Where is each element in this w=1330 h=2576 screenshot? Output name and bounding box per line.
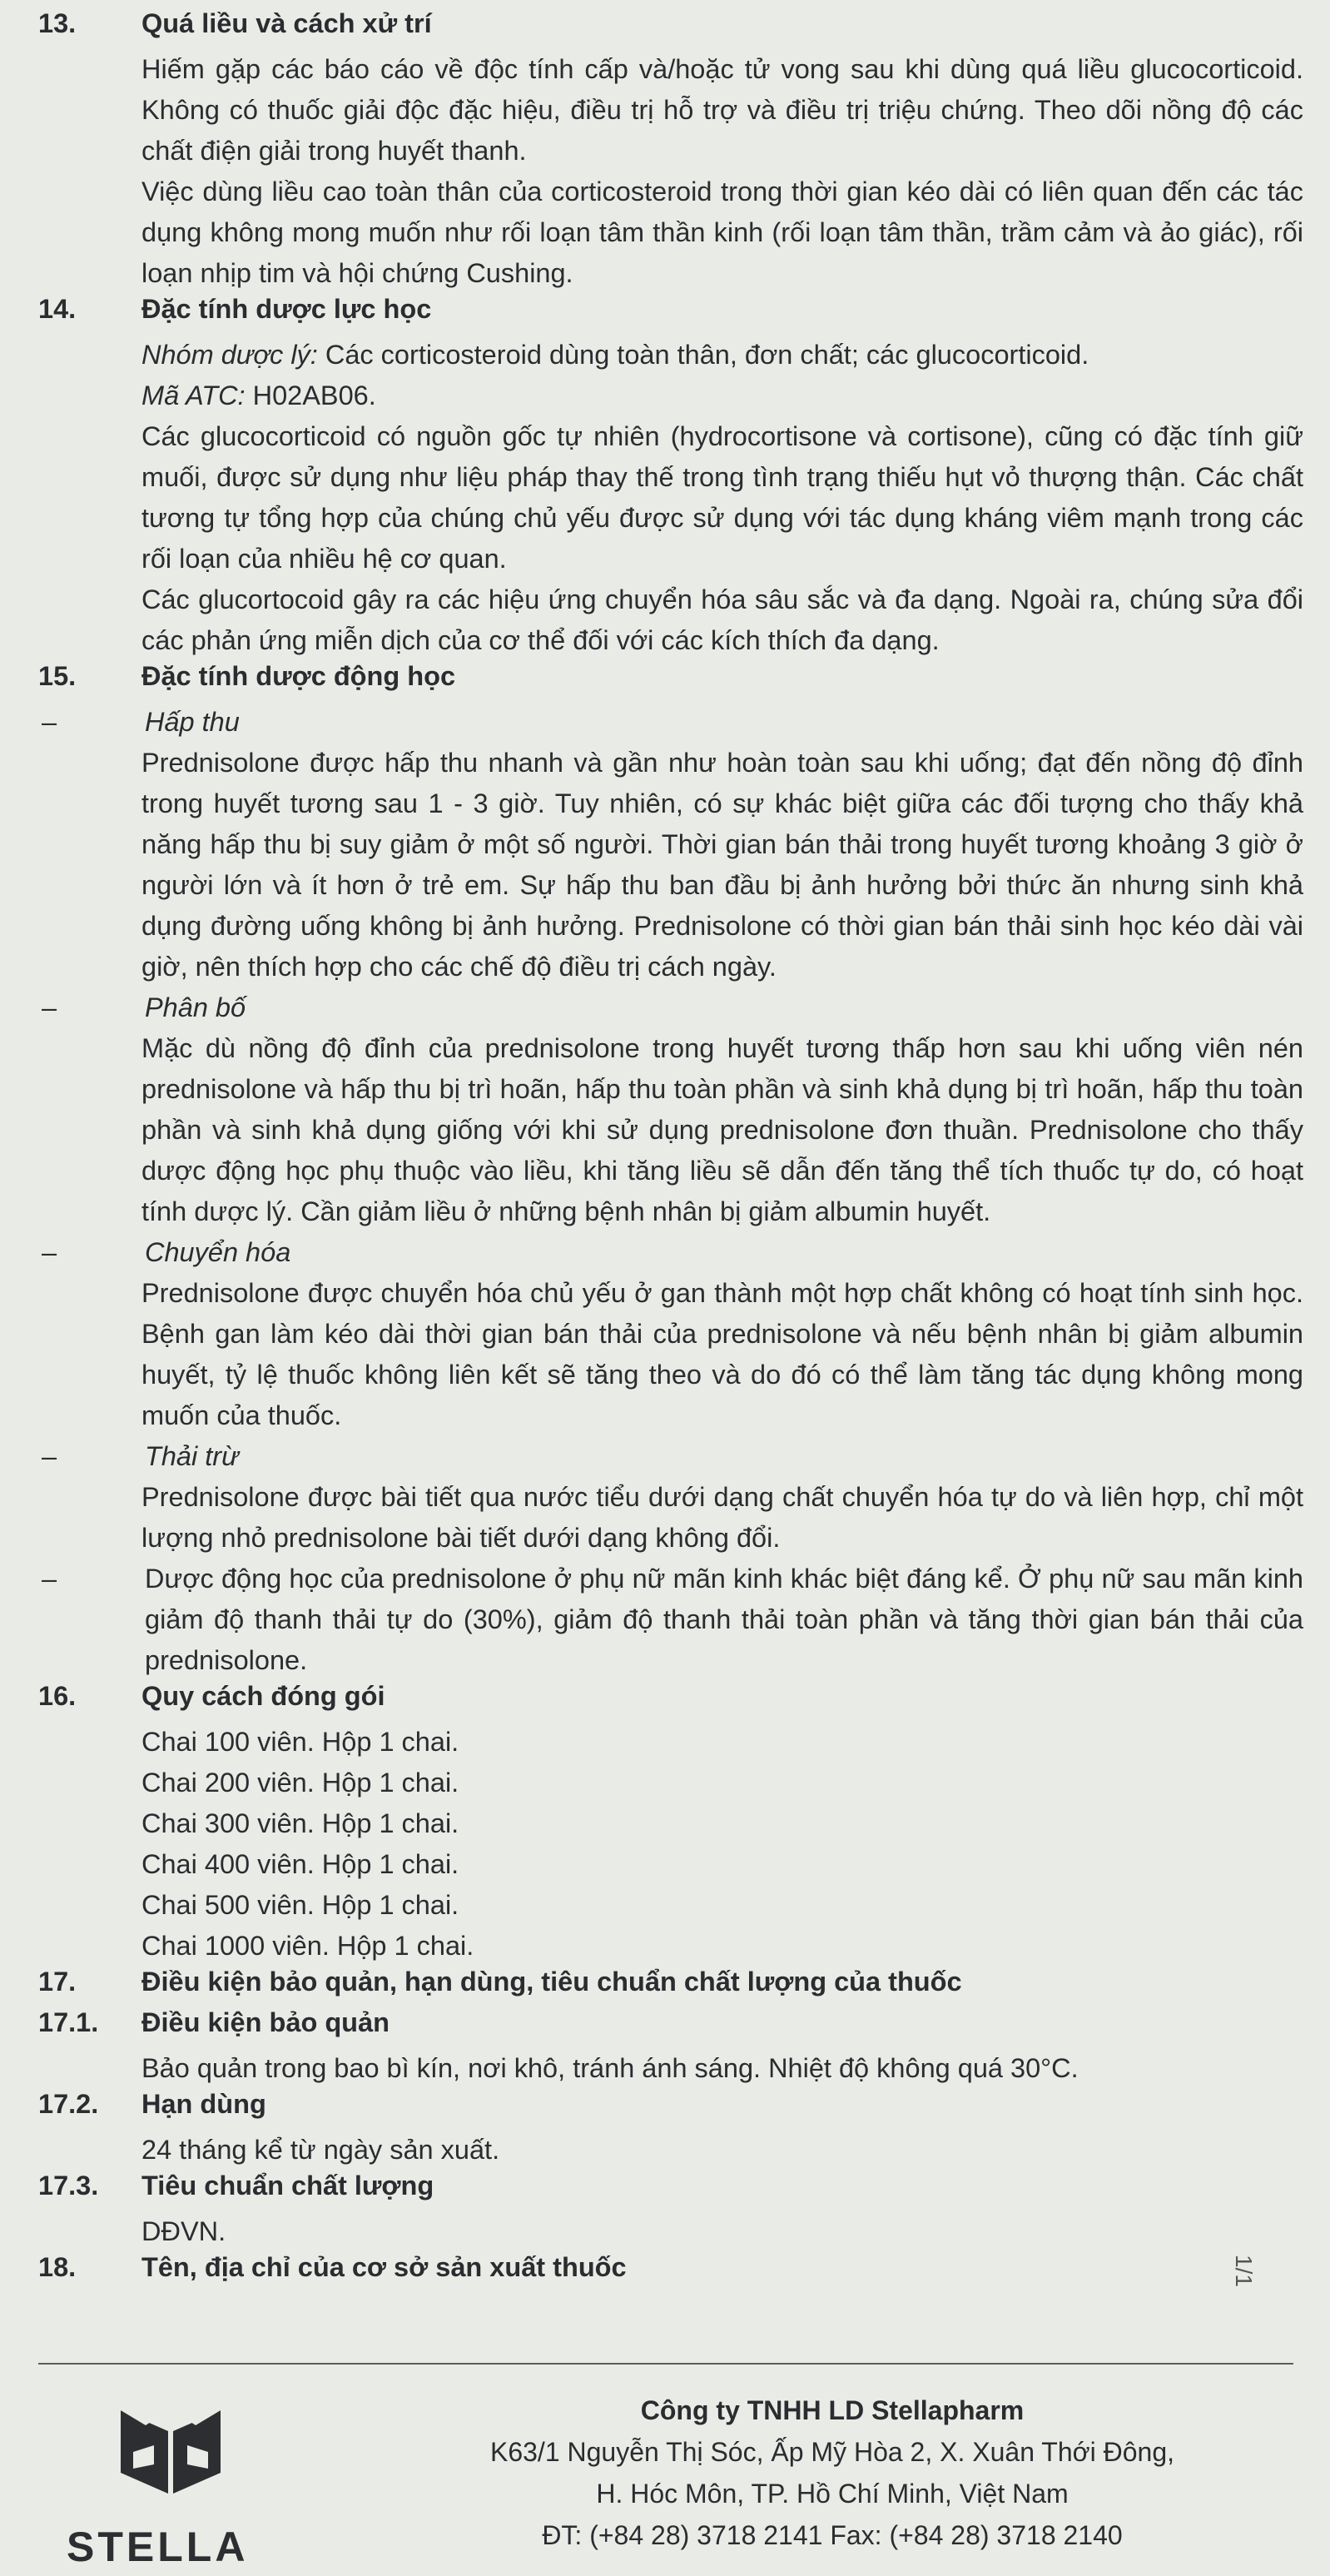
leaflet-content <box>38 8 1303 2293</box>
list-item: Chai 500 viên. Hộp 1 chai. <box>141 1890 459 1920</box>
subsection-title: Thải trừ <box>145 1441 239 1471</box>
section-title: Quy cách đóng gói <box>141 1681 385 1711</box>
section-number: 17.3. <box>38 2171 99 2201</box>
distribution-text: Mặc dù nồng độ đỉnh của prednisolone trong huyết tương thấp hơn sau khi uống viên nén prednisolone và hấp thu bị trì hoãn, hấp thu toàn phần và sinh khả dụng bị trì hoãn, hấp thu toàn phần và sinh khả dụng giống với khi sử dụng prednisolone đơn thuần. Prednisolone cho thấy dược động học phụ thuộc vào liều, khi tăng liều sẽ dẫn đến tăng thể tích thuốc tự do, có hoạt tính dược lý. Cần giảm liều ở những bệnh nhân bị giảm albumin huyết. <box>141 1033 1303 1226</box>
company-phone-fax: ĐT: (+84 28) 3718 2141 Fax: (+84 28) 3718 2140 <box>542 2520 1123 2550</box>
subsection-postmenopausal <box>38 1559 1303 1681</box>
absorption-text: Prednisolone được hấp thu nhanh và gần như hoàn toàn sau khi uống; đạt đến nồng độ đỉnh trong huyết tương sau 1 - 3 giờ. Tuy nhiên, có sự khác biệt giữa các đối tượng cho thấy khả năng hấp thu bị suy giảm ở một số người. Thời gian bán thải trong huyết tương khoảng 3 giờ ở người lớn và ít hơn ở trẻ em. Sự hấp thu ban đầu bị ảnh hưởng bởi thức ăn nhưng sinh khả dụng đường uống không bị ảnh hưởng. Prednisolone có thời gian bán thải sinh học kéo dài vài giờ, nên thích hợp cho các chế độ điều trị cách ngày. <box>141 748 1303 982</box>
subsection-absorption <box>38 702 1303 743</box>
section-title: Điều kiện bảo quản, hạn dùng, tiêu chuẩn chất lượng của thuốc <box>141 1967 962 1997</box>
section-title: Hạn dùng <box>141 2089 266 2119</box>
group-value: Các corticosteroid dùng toàn thân, đơn chất; các glucocorticoid. <box>317 340 1089 370</box>
page-marker: 1/1 <box>1231 2255 1257 2287</box>
section-14-heading <box>38 294 1303 335</box>
subsection-distribution <box>38 987 1303 1028</box>
dash-bullet: – <box>42 1237 57 1267</box>
company-name: Công ty TNHH LD Stellapharm <box>640 2395 1025 2425</box>
storage-text: Bảo quản trong bao bì kín, nơi khô, tránh ánh sáng. Nhiệt độ không quá 30°C. <box>141 2053 1079 2083</box>
section-14-body <box>38 335 1303 661</box>
quality-standard-text: DĐVN. <box>141 2216 226 2246</box>
section-17-1-heading <box>38 2007 1303 2048</box>
section-number: 18. <box>38 2252 77 2282</box>
metabolism-text: Prednisolone được chuyển hóa chủ yếu ở gan thành một hợp chất không có hoạt tính sinh học. Bệnh gan làm kéo dài thời gian bán thải của prednisolone và nếu bệnh nhân bị giảm albumin huyết, tỷ lệ thuốc không liên kết sẽ tăng theo và do đó có thể làm tăng tác dụng không mong muốn của thuốc. <box>141 1278 1303 1430</box>
list-item: Chai 1000 viên. Hộp 1 chai. <box>141 1931 474 1961</box>
company-info <box>358 2390 1307 2556</box>
paragraph: Các glucortocoid gây ra các hiệu ứng chuyển hóa sâu sắc và đa dạng. Ngoài ra, chúng sửa đổi các phản ứng miễn dịch của cơ thể đối với các kích thích đa dạng. <box>141 584 1303 655</box>
section-13-heading <box>38 8 1303 49</box>
list-item: Chai 200 viên. Hộp 1 chai. <box>141 1768 459 1798</box>
pharmacologic-group <box>141 335 1303 375</box>
subsection-title: Hấp thu <box>145 707 240 737</box>
subsection-title: Chuyển hóa <box>145 1237 291 1267</box>
section-title: Điều kiện bảo quản <box>141 2007 390 2037</box>
company-address-line1: K63/1 Nguyễn Thị Sóc, Ấp Mỹ Hòa 2, X. Xuân Thới Đông, <box>489 2437 1175 2467</box>
section-18-heading <box>38 2252 1303 2293</box>
section-title: Quá liều và cách xử trí <box>141 8 432 38</box>
dash-bullet: – <box>42 1441 57 1471</box>
dash-bullet: – <box>42 707 57 737</box>
section-number: 17.2. <box>38 2089 99 2119</box>
atc-code <box>141 375 1303 416</box>
dash-bullet: – <box>42 1564 57 1594</box>
paragraph: Việc dùng liều cao toàn thân của corticosteroid trong thời gian kéo dài có liên quan đến các tác dụng không mong muốn như rối loạn tâm thần kinh (rối loạn tâm thần, trầm cảm và ảo giác), rối loạn nhịp tim và hội chứng Cushing. <box>141 177 1303 288</box>
section-title: Đặc tính dược lực học <box>141 294 432 324</box>
paragraph: Hiếm gặp các báo cáo về độc tính cấp và/hoặc tử vong sau khi dùng quá liều glucocorticoid. Không có thuốc giải độc đặc hiệu, điều trị hỗ trợ và điều trị triệu chứng. Theo dõi nồng độ các chất điện giải trong huyết thanh. <box>141 54 1303 166</box>
group-label: Nhóm dược lý: <box>141 340 318 370</box>
list-item: Chai 300 viên. Hộp 1 chai. <box>141 1808 459 1838</box>
postmenopausal-text: Dược động học của prednisolone ở phụ nữ mãn kinh khác biệt đáng kể. Ở phụ nữ sau mãn kinh giảm độ thanh thải tự do (30%), giảm độ thanh thải toàn phần và tăng thời gian bán thải của prednisolone. <box>145 1564 1303 1675</box>
section-17-2-heading <box>38 2089 1303 2130</box>
atc-label: Mã ATC: <box>141 380 246 410</box>
elimination-text: Prednisolone được bài tiết qua nước tiểu dưới dạng chất chuyển hóa tự do và liên hợp, chỉ một lượng nhỏ prednisolone bài tiết dưới dạng không đổi. <box>141 1482 1303 1553</box>
subsection-metabolism <box>38 1232 1303 1273</box>
section-number: 13. <box>38 8 77 38</box>
stella-logo-icon <box>117 2402 225 2506</box>
atc-value: H02AB06. <box>245 380 376 410</box>
section-title: Đặc tính dược động học <box>141 661 456 691</box>
section-title: Tiêu chuẩn chất lượng <box>141 2171 434 2201</box>
company-address-line2: H. Hóc Môn, TP. Hồ Chí Minh, Việt Nam <box>596 2479 1069 2509</box>
brand-name: STELLA <box>67 2524 249 2570</box>
section-16-heading <box>38 1681 1303 1722</box>
subsection-title: Phân bố <box>145 992 246 1022</box>
section-15-heading <box>38 661 1303 702</box>
section-number: 16. <box>38 1681 77 1711</box>
subsection-elimination <box>38 1436 1303 1477</box>
dash-bullet: – <box>42 992 57 1022</box>
section-17-heading <box>38 1967 1303 2007</box>
list-item: Chai 400 viên. Hộp 1 chai. <box>141 1849 459 1879</box>
list-item: Chai 100 viên. Hộp 1 chai. <box>141 1727 459 1757</box>
packaging-list <box>38 1722 1303 1967</box>
shelf-life-text: 24 tháng kể từ ngày sản xuất. <box>141 2135 500 2165</box>
paragraph: Các glucocorticoid có nguồn gốc tự nhiên (hydrocortisone và cortisone), cũng có đặc tính giữ muối, được sử dụng như liệu pháp thay thế trong tình trạng thiếu hụt vỏ thượng thận. Các chất tương tự tổng hợp của chúng chủ yếu được sử dụng với tác dụng kháng viêm mạnh trong các rối loạn của nhiều hệ cơ quan. <box>141 421 1303 574</box>
section-number: 17.1. <box>38 2007 99 2037</box>
section-title: Tên, địa chỉ của cơ sở sản xuất thuốc <box>141 2252 627 2282</box>
section-number: 17. <box>38 1967 77 1997</box>
section-13-body <box>38 49 1303 294</box>
section-number: 14. <box>38 294 77 324</box>
footer-divider <box>38 2363 1293 2365</box>
section-number: 15. <box>38 661 77 691</box>
section-17-3-heading <box>38 2171 1303 2211</box>
